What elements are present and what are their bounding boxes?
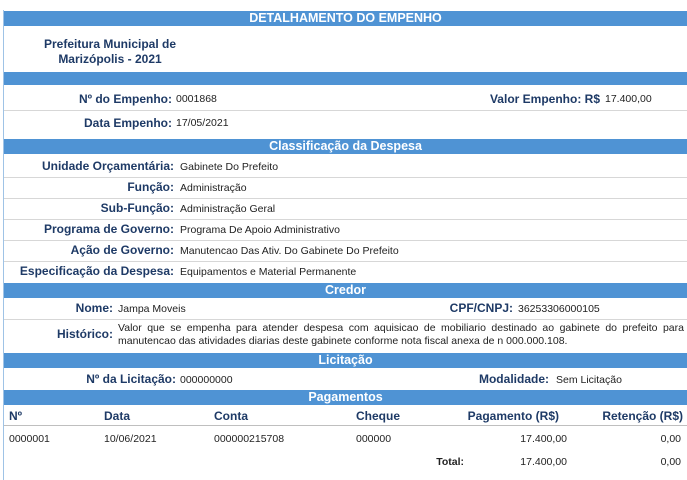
cell-cheque: 000000 [356,433,392,445]
unidade-value: Gabinete Do Prefeito [180,161,279,173]
divider [4,177,687,178]
numero-licitacao-label: Nº da Licitação: [86,372,176,386]
divider [4,219,687,220]
divider [4,198,687,199]
table-header-divider [4,425,687,426]
col-header-conta: Conta [214,409,248,423]
nome-value: Jampa Moveis [118,303,186,315]
acao-label: Ação de Governo: [70,243,174,257]
col-header-data: Data [104,409,131,423]
data-empenho-label: Data Empenho: [83,116,172,130]
acao-value: Manutencao Das Ativ. Do Gabinete Do Prefeito [180,245,399,257]
numero-empenho-label: Nº do Empenho: [78,92,172,106]
programa-label: Programa de Governo: [43,222,174,236]
total-pagamento: 17.400,00 [520,456,567,468]
nome-label: Nome: [75,301,113,315]
divider [4,261,687,262]
numero-licitacao-value: 000000000 [180,374,233,386]
modalidade-label: Modalidade: [478,372,549,386]
orgao-block [20,37,200,67]
subfuncao-label: Sub-Função: [100,201,174,215]
programa-value: Programa De Apoio Administrativo [180,224,340,236]
cpf-label: CPF/CNPJ: [449,301,513,315]
cell-conta: 000000215708 [214,433,285,445]
col-header-numero: Nº [9,409,23,423]
valor-empenho-value: 17.400,00 [605,93,652,105]
valor-empenho-label: Valor Empenho: R$ [489,92,600,106]
orgao-line-1: Prefeitura Municipal de [43,37,177,51]
funcao-label: Função: [127,180,174,194]
subfuncao-value: Administração Geral [180,203,276,215]
total-label: Total: [436,456,464,468]
page-title: DETALHAMENTO DO EMPENHO [4,11,687,26]
blank-bar [4,72,687,85]
divider [4,240,687,241]
unidade-label: Unidade Orçamentária: [41,159,174,173]
col-header-retencao: Retenção (R$) [602,409,683,423]
classificacao-header: Classificação da Despesa [4,139,687,154]
col-header-pagamento: Pagamento (R$) [467,409,559,423]
orgao-line-2: Marizópolis - 2021 [58,52,162,66]
numero-empenho-value: 0001868 [176,93,217,105]
cell-retencao: 0,00 [660,433,681,445]
divider [4,110,687,111]
historico-value: Valor que se empenha para atender despesa com aquisicao de mobiliario destinado ao gabinete do prefeito para manutencao das atividades diarias deste gabinete conforme nota fiscal anexa de n 000.000.108. [118,322,684,347]
funcao-value: Administração [180,182,247,194]
especificacao-label: Especificação da Despesa: [19,264,174,278]
col-header-cheque: Cheque [356,409,401,423]
total-retencao: 0,00 [660,456,681,468]
cell-pagamento: 17.400,00 [520,433,567,445]
especificacao-value: Equipamentos e Material Permanente [180,266,357,278]
data-empenho-value: 17/05/2021 [176,117,229,129]
cpf-value: 36253306000105 [518,303,600,315]
divider [4,319,687,320]
pagamentos-header: Pagamentos [4,390,687,405]
cell-data: 10/06/2021 [104,433,157,445]
credor-header: Credor [4,283,687,298]
licitacao-header: Licitação [4,353,687,368]
historico-label: Histórico: [56,327,113,341]
modalidade-value: Sem Licitação [556,374,622,386]
cell-numero: 0000001 [9,433,50,445]
